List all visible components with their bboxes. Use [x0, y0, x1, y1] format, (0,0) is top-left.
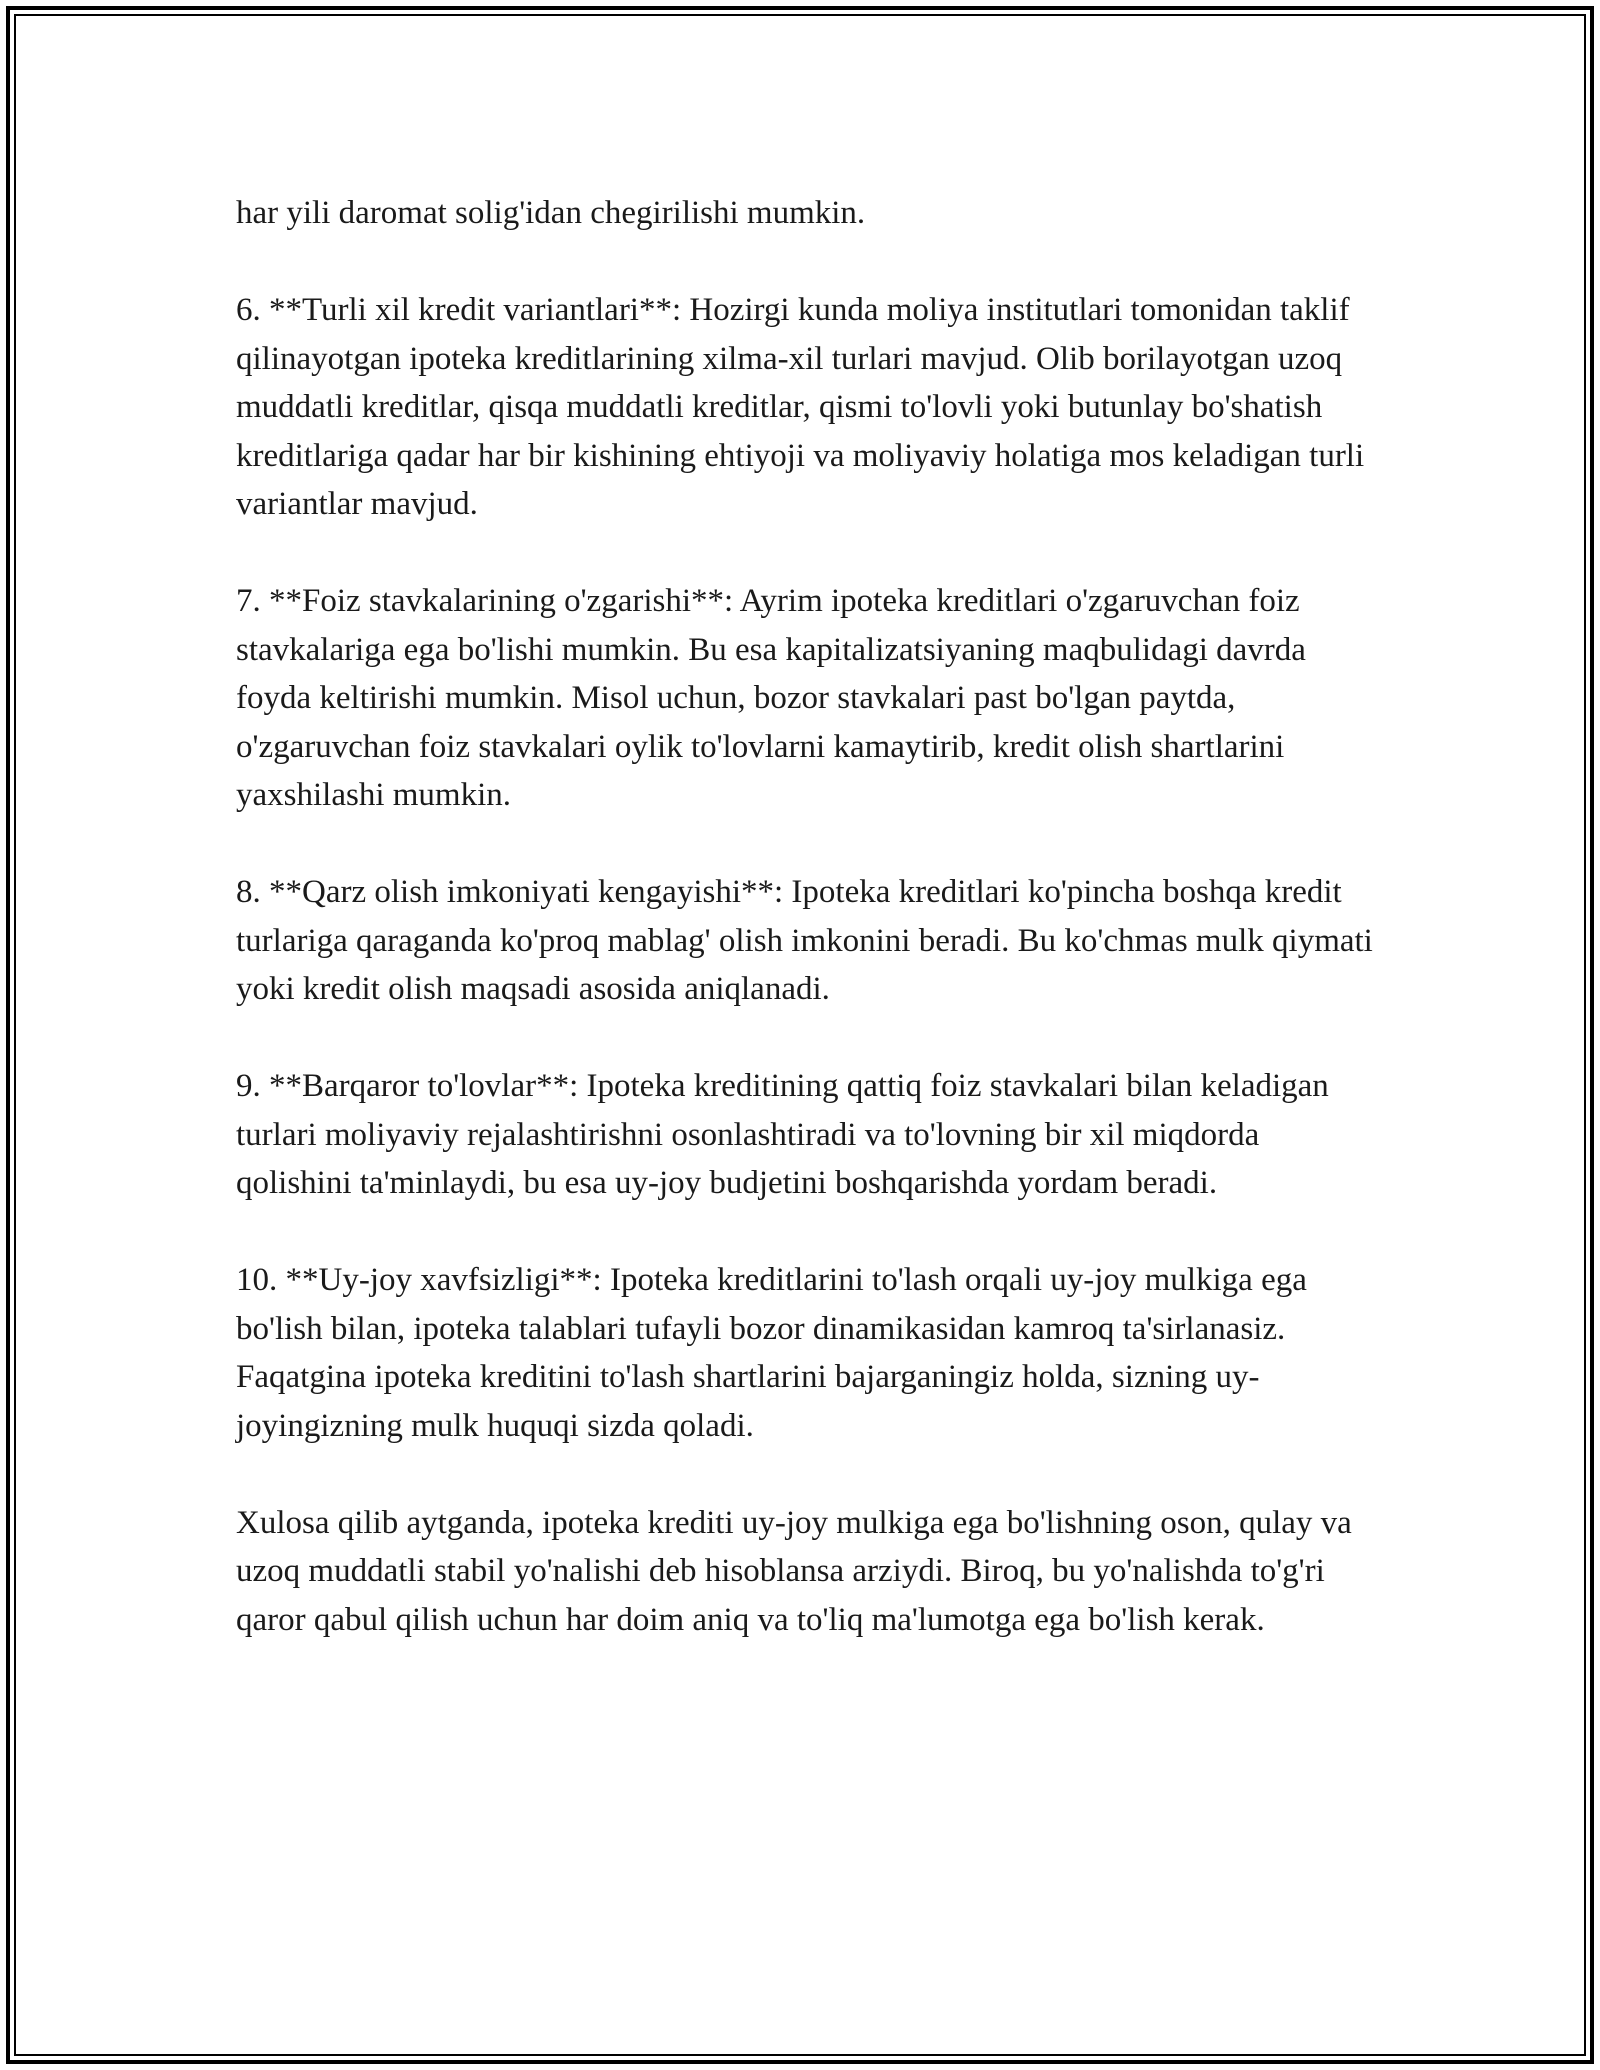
paragraph-item-7: 7. **Foiz stavkalarining o'zgarishi**: Ayrim ipoteka kreditlari o'zgaruvchan foiz stavkalariga ega bo'lishi mumkin. Bu esa kapitalizatsiyaning maqbulidagi davrda foyda keltirishi mumkin. Misol uchun, bozor stavkalari past bo'lgan paytda, o'zgaruvchan foiz stavkalari oylik to'lovlarni kamaytirib, kredit olish shartlarini yaxshilashi mumkin. — [236, 583, 1306, 813]
paragraph-item-8: 8. **Qarz olish imkoniyati kengayishi**: Ipoteka kreditlari ko'pincha boshqa kredit turlariga qaraganda ko'proq mablag' olish imkonini beradi. Bu ko'chmas mulk qiymati yoki kredit olish maqsadi asosida aniqlanadi. — [236, 874, 1373, 1007]
paragraph-continuation: har yili daromat solig'idan chegirilishi mumkin. — [236, 195, 866, 231]
paragraph-conclusion: Xulosa qilib aytganda, ipoteka krediti uy-joy mulkiga ega bo'lishning oson, qulay va uzoq muddatli stabil yo'nalishi deb hisoblansa arziydi. Biroq, bu yo'nalishda to'g'ri qaror qabul qilish uchun har doim aniq va to'liq ma'lumotga ega bo'lish kerak. — [236, 1504, 1352, 1638]
paragraph-item-10: 10. **Uy-joy xavfsizligi**: Ipoteka kreditlarini to'lash orqali uy-joy mulkiga ega bo'lish bilan, ipoteka talablari tufayli bozor dinamikasidan kamroq ta'sirlanasiz. Faqatgina ipoteka kreditini to'lash shartlarini bajarganingiz holda, sizning uy-joyingizning mulk huquqi sizda qoladi. — [236, 1262, 1307, 1444]
paragraph-item-9: 9. **Barqaror to'lovlar**: Ipoteka kreditining qattiq foiz stavkalari bilan keladigan turlari moliyaviy rejalashtirishni osonlashtiradi va to'lovning bir xil miqdorda qolishini ta'minlaydi, bu esa uy-joy budjetini boshqarishda yordam beradi. — [236, 1068, 1329, 1201]
paragraph-item-6: 6. **Turli xil kredit variantlari**: Hozirgi kunda moliya institutlari tomonidan taklif qilinayotgan ipoteka kreditlarining xilma-xil turlari mavjud. Olib borilayotgan uzoq muddatli kreditlar, qisqa muddatli kreditlar, qismi to'lovli yoki butunlay bo'shatish kreditlariga qadar har bir kishining ehtiyoji va moliyaviy holatiga mos keladigan turli variantlar mavjud. — [236, 292, 1365, 522]
document-body — [236, 189, 1376, 1693]
